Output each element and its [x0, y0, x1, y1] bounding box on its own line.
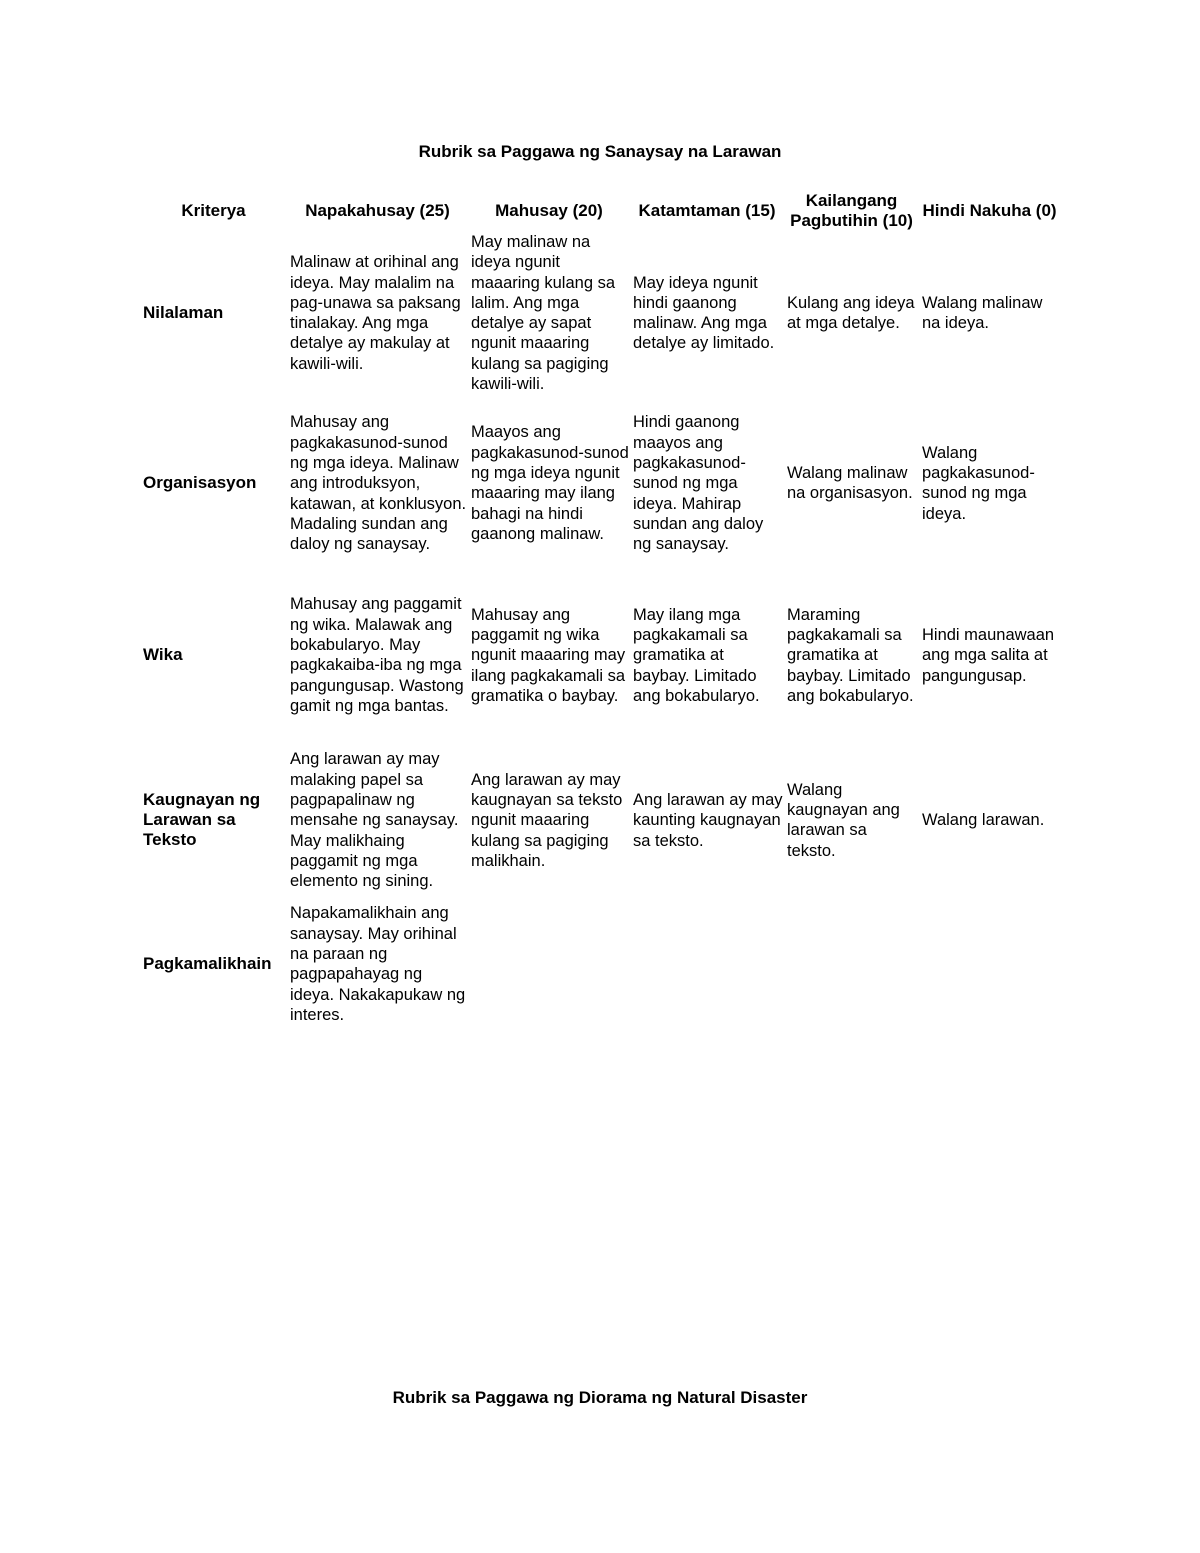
table-cell: Napakamalikhain ang sanaysay. May orihinal na paraan ng pagpapahayag ng ideya. Nakakapukaw ng interes. — [290, 904, 466, 1024]
table-cell: Walang pagkakasunod-sunod ng mga ideya. — [922, 443, 1035, 523]
rubric-title: Rubrik sa Paggawa ng Sanaysay na Larawan — [418, 142, 782, 161]
table-cell: Walang malinaw na ideya. — [922, 293, 1043, 333]
table-row — [140, 232, 1060, 394]
table-cell: Walang malinaw na organisasyon. — [787, 464, 913, 503]
table-cell: Mahusay ang paggamit ng wika ngunit maaaring may ilang pagkakamali sa gramatika o baybay. — [471, 605, 626, 705]
header-mahusay: Mahusay (20) — [495, 201, 603, 220]
table-cell: May malinaw na ideya ngunit maaaring kulang sa lalim. Ang mga detalye ay sapat ngunit maaaring kulang sa pagiging kawili-wili. — [471, 233, 616, 394]
criterion-cell: Pagkamalikhain — [143, 954, 272, 974]
header-hindi-nakuha: Hindi Nakuha (0) — [922, 201, 1057, 220]
table-cell: Maayos ang pagkakasunod-sunod ng mga ideya ngunit maaaring may ilang bahagi na hindi gaanong malinaw. — [471, 423, 629, 543]
table-cell: Mahusay ang paggamit ng wika. Malawak ang bokabularyo. May pagkakaiba-iba ng mga pangungusap. Wastong gamit ng mga bantas. — [290, 595, 464, 715]
criterion-cell: Organisasyon — [143, 473, 257, 493]
header-napakahusay: Napakahusay (25) — [305, 201, 450, 220]
table-cell: Ang larawan ay may kaugnayan sa teksto ngunit maaaring kulang sa pagiging malikhain. — [471, 770, 623, 870]
table-cell: May ideya ngunit hindi gaanong malinaw. Ang mga detalye ay limitado. — [633, 273, 775, 353]
table-cell: May ilang mga pagkakamali sa gramatika at baybay. Limitado ang bokabularyo. — [633, 605, 760, 705]
header-kailangang-pagbutihin: Kailangang Pagbutihin (10) — [790, 191, 913, 230]
second-rubric-title: Rubrik sa Paggawa ng Diorama ng Natural Disaster — [392, 1388, 808, 1407]
criterion-cell: Kaugnayan ng Larawan sa Teksto — [143, 790, 261, 850]
rubric-table — [140, 190, 1060, 1026]
table-row — [140, 738, 1060, 902]
table-row — [140, 902, 1060, 1026]
table-cell: Hindi maunawaan ang mga salita at pangungusap. — [922, 625, 1055, 685]
table-cell: Ang larawan ay may kaunting kaugnayan sa teksto. — [633, 790, 783, 850]
table-cell — [630, 902, 784, 1026]
header-row — [140, 190, 1060, 232]
criterion-cell: Wika — [143, 645, 183, 665]
table-cell: Walang kaugnayan ang larawan sa teksto. — [787, 780, 900, 860]
table-cell: Mahusay ang pagkakasunod-sunod ng mga ideya. Malinaw ang introduksyon, katawan, at konklusyon. Madaling sundan ang daloy ng sanaysay. — [290, 413, 467, 554]
criterion-cell: Nilalaman — [143, 303, 224, 323]
table-cell: Ang larawan ay may malaking papel sa pagpapalinaw ng mensahe ng sanaysay. May malikhaing paggamit ng mga elemento ng sining. — [290, 750, 459, 891]
table-cell: Kulang ang ideya at mga detalye. — [787, 293, 915, 333]
table-row — [140, 572, 1060, 738]
table-cell: Walang larawan. — [922, 811, 1045, 830]
table-cell: Maraming pagkakamali sa gramatika at baybay. Limitado ang bokabularyo. — [787, 605, 914, 705]
header-kriterya: Kriterya — [181, 201, 246, 220]
table-cell: Hindi gaanong maayos ang pagkakasunod-sunod ng mga ideya. Mahirap sundan ang daloy ng sanaysay. — [633, 413, 764, 554]
table-cell — [468, 902, 630, 1026]
table-row — [140, 394, 1060, 572]
table-cell — [919, 902, 1060, 1026]
header-katamtaman: Katamtaman (15) — [638, 201, 776, 220]
table-cell: Malinaw at orihinal ang ideya. May malalim na pag-unawa sa paksang tinalakay. Ang mga detalye ay makulay at kawili-wili. — [290, 253, 461, 373]
table-cell — [784, 902, 919, 1026]
